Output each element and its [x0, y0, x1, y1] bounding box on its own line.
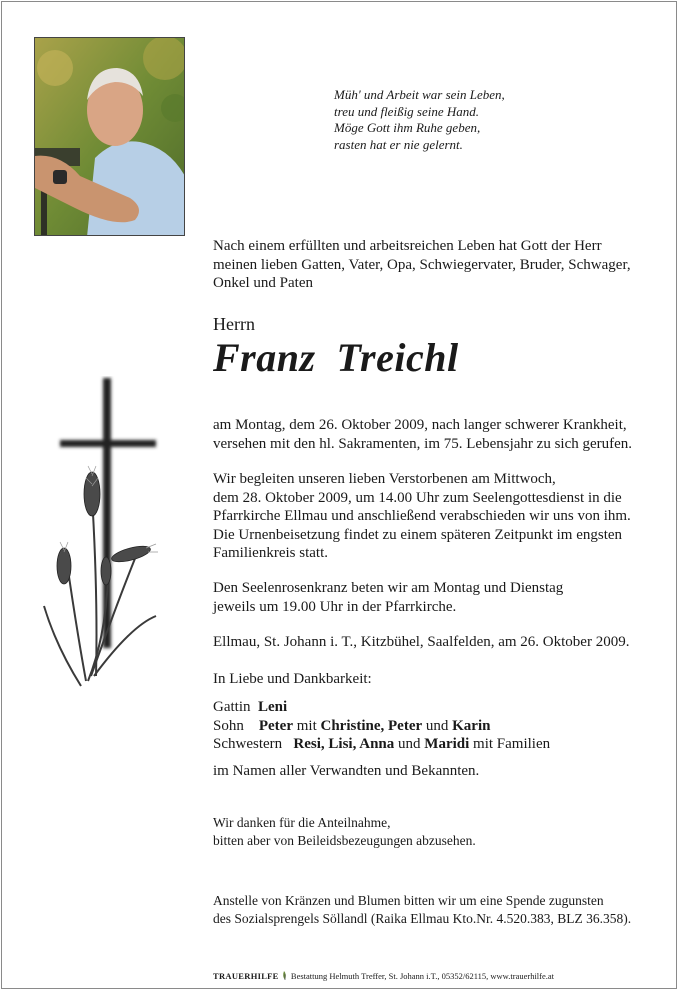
thanks-note: Wir danken für die Anteilnahme, bitten aber von Beileidsbezeugungen abzusehen.: [213, 815, 476, 848]
poem-line: rasten hat er nie gelernt.: [334, 136, 463, 152]
cross-with-wheat-icon: [36, 376, 168, 696]
footer: [213, 970, 554, 981]
donation-note: Anstelle von Kränzen und Blumen bitten wir um eine Spende zugunsten des Sozialsprengels Söllandl (Raika Ellmau Kto.Nr. 4.520.383, BLZ 36.358).: [213, 893, 632, 926]
poem-line: treu und fleißig seine Hand.: [334, 103, 480, 119]
mourners-intro: In Liebe und Dankbarkeit:: [213, 671, 372, 687]
poem: [334, 87, 505, 153]
poem-line: Müh' und Arbeit war sein Leben,: [334, 87, 505, 102]
poem-line: Möge Gott ihm Ruhe geben,: [334, 120, 481, 135]
mourner-sisters: Schwestern Resi, Lisi, Anna und Maridi mit Familien: [213, 736, 551, 752]
footer-details: Bestattung Helmuth Treffer, St. Johann i.T., 05352/62115, www.trauerhilfe.at: [290, 971, 555, 981]
mourner-wife: Gattin Leni: [213, 699, 288, 715]
death-notice: am Montag, dem 26. Oktober 2009, nach langer schwerer Krankheit, versehen mit den hl. Sakramenten, im 75. Lebensjahr zu sich gerufen.: [213, 417, 633, 452]
intro-text: Nach einem erfüllten und arbeitsreichen Leben hat Gott der Herr meinen lieben Gatten, Vater, Opa, Schwiegervater, Bruder, Schwager, Onkel und Paten: [213, 238, 631, 291]
funeral-info: Wir begleiten unseren lieben Verstorbenen am Mittwoch, dem 28. Oktober 2009, um 14.00 Uhr zum Seelengottesdienst in die Pfarrkirche Ellmau und anschließend verabschieden wir uns von ihm. Die Urnenbeisetzung findet zu einem späteren Zeitpunkt im engsten Familienkreis statt.: [213, 471, 631, 561]
mourners-list: [213, 698, 550, 754]
places-date: Ellmau, St. Johann i. T., Kitzbühel, Saalfelden, am 26. Oktober 2009.: [213, 634, 630, 650]
leaf-logo-icon: [281, 970, 289, 980]
relatives-line: im Namen aller Verwandten und Bekannten.: [213, 763, 480, 779]
mourner-son: Sohn Peter mit Christine, Peter und Karin: [213, 717, 491, 734]
rosary-info: Den Seelenrosenkranz beten wir am Montag und Dienstag jeweils um 19.00 Uhr in der Pfarrkirche.: [213, 580, 564, 615]
portrait-photo: [34, 37, 185, 236]
deceased-name: Franz Treichl: [213, 335, 459, 380]
footer-brand: TRAUERHILFE: [213, 971, 279, 981]
salutation: Herrn: [213, 314, 255, 334]
